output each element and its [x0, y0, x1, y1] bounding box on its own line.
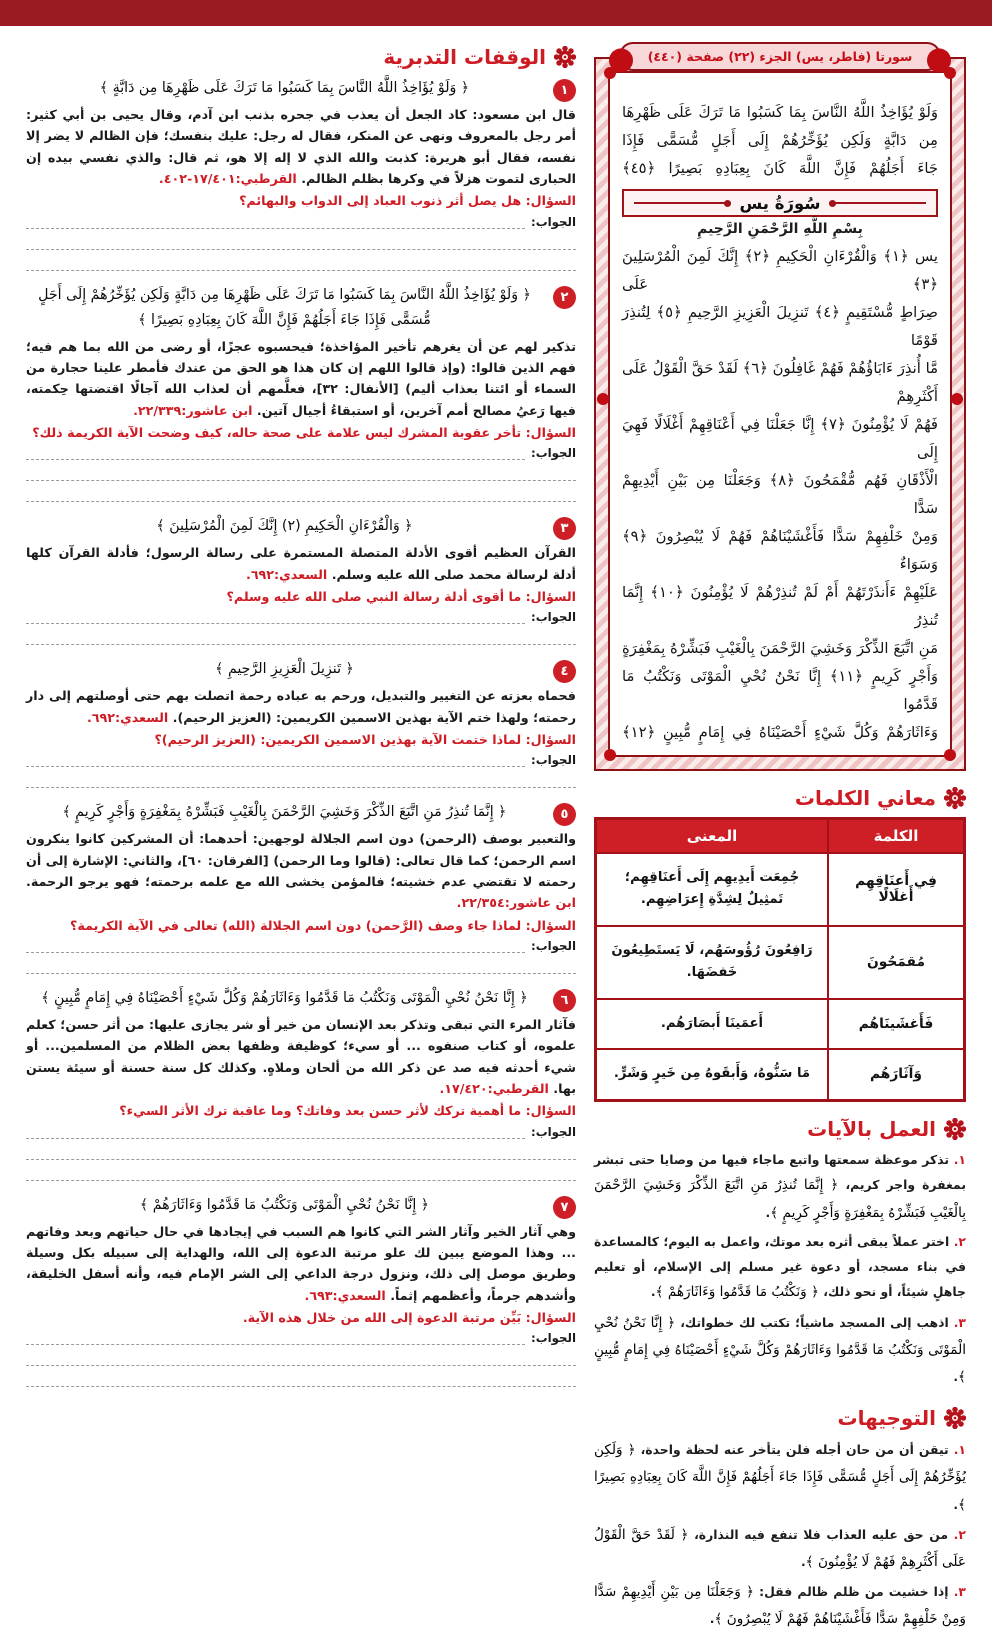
stop-commentary: القرآن العظيم أقوى الأدلة المتصلة المستمرة على رسالة الرسول؛ فأدلة القرآن كلها أدلة لرسالة محمد صلى الله عليه وسلم.	[26, 545, 576, 582]
quran-line: وَلَوْ يُؤَاخِذُ اللَّهُ النَّاسَ بِمَا كَسَبُوا مَا تَرَكَ عَلَى ظَهْرِهَا	[622, 104, 938, 121]
table-header-row	[596, 819, 965, 854]
answer-row	[26, 1125, 576, 1139]
right-column	[594, 42, 966, 1637]
answer-line	[26, 216, 525, 229]
item-number: ٣.	[953, 1584, 966, 1600]
meaning-cell: أَعمَينَا أَبصَارَهُم.	[596, 999, 828, 1049]
stop-item	[26, 76, 576, 271]
item-quote: ﴿ وَجَعَلْنَا مِن بَيْنِ أَيْدِيهِمْ سَدًّا وَمِنْ خَلْفِهِمْ سَدًّا فَأَغْشَيْنَاهُمْ فَهُمْ لَا يُبْصِرُونَ ﴾	[594, 1584, 966, 1628]
stop-source: السعدي:٦٩٢.	[245, 566, 328, 582]
answer-row	[26, 1331, 576, 1345]
answer-line	[26, 447, 525, 460]
stop-quote: ﴿ وَلَوْ يُؤَاخِذُ اللَّهُ النَّاسَ بِمَا كَسَبُوا مَا تَرَكَ عَلَى ظَهْرِهَا مِن دَابَّةٍ وَلَكِن يُؤَخِّرُهُمْ إِلَى أَجَلٍ مُّسَمًّى فَإِذَا جَاءَ أَجَلُهُمْ فَإِنَّ اللَّهَ كَانَ بِعِبَادِهِ بَصِيرًا ﴾	[38, 286, 531, 329]
stop-body	[26, 828, 576, 913]
section-header-stops	[26, 46, 576, 68]
word-cell: وَآثَارَهُم	[828, 1049, 965, 1100]
stop-body	[26, 104, 576, 189]
answer-line	[26, 1345, 576, 1366]
answer-line	[26, 1160, 576, 1181]
table-row	[596, 999, 965, 1049]
action-item	[594, 1230, 966, 1307]
banner-ornament-line	[829, 202, 926, 204]
stop-body	[26, 1014, 576, 1099]
quran-line: مَّا أُنذِرَ ءَابَاؤُهُمْ فَهُمْ غَافِلُونَ ﴿٦﴾ لَقَدْ حَقَّ الْقَوْلُ عَلَى أَكْثَرِهِمْ	[622, 360, 939, 405]
left-column	[26, 42, 576, 1637]
section-header-word-meanings	[594, 787, 966, 809]
stop-question: السؤال: لماذا ختمت الآية بهذين الاسمين الكريمين: (العزيز الرحيم)؟	[154, 732, 576, 747]
stop-source: السعدي:٦٩٢.	[86, 709, 169, 725]
frame-ornament-dot	[597, 393, 609, 405]
quran-line: فَهُمْ لَا يُؤْمِنُونَ ﴿٧﴾ إِنَّا جَعَلْنَا فِي أَعْنَاقِهِمْ أَغْلَالًا فَهِيَ إِلَى	[622, 416, 938, 461]
top-bar	[0, 0, 992, 26]
banner-ornament-line	[634, 202, 731, 204]
stop-number-badge: ٥	[553, 803, 576, 826]
answer-line	[26, 953, 576, 974]
item-text: تيقن أن من حان أجله فلن يتأخر عنه لحظة واحدة،	[640, 1442, 949, 1458]
stop-quote: ﴿ وَلَوْ يُؤَاخِذُ اللَّهُ النَّاسَ بِمَا كَسَبُوا مَا تَرَكَ عَلَى ظَهْرِهَا مِن دَابَّةٍ ﴾	[99, 80, 470, 96]
stop-commentary: فحماه بعزته عن التغيير والتبديل، ورحم به عباده رحمة اتصلت بهم حتى أوصلتهم إلى دار رحمته؛ ولهذا ختم الآية بهذين الاسمين الكريمين: (العزيز الرحيم).	[26, 688, 576, 725]
mushaf-page-header-label: سورتا (فاطر، يس) الجزء (٢٢) صفحة (٤٤٠)	[647, 49, 913, 64]
action-item	[594, 1148, 966, 1227]
quran-line: صِرَاطٍ مُّسْتَقِيمٍ ﴿٤﴾ تَنزِيلَ الْعَزِيزِ الرَّحِيمِ ﴿٥﴾ لِتُنذِرَ قَوْمًا	[622, 304, 938, 349]
quran-line: وَمِنْ خَلْفِهِمْ سَدًّا فَأَغْشَيْنَاهُمْ فَهُمْ لَا يُبْصِرُونَ ﴿٩﴾ وَسَوَاءٌ	[622, 528, 938, 573]
item-tail: .	[650, 1284, 656, 1300]
stop-source: ابن عاشور:٢٢/٣٣٩.	[133, 402, 253, 418]
stop-commentary: فآثار المرء التي تبقى وتذكر بعد الإنسان من خير أو شر يجازى عليها: من أثر حسن؛ كعلم علموه، أو كتاب صنفوه ... أو سيء؛ كوظيفة وظفها بعض الظلام من المسلمين... أو شيء أحدثه فيه صد عن ذكر الله من ألحان وملاهٍ. وكذلك كل سنة حسنة أو سيئة يستن بها.	[26, 1016, 576, 1096]
answer-line	[26, 1126, 525, 1139]
stop-question: السؤال: ما أهمية تركك لأثر حسن بعد وفاتك؟ وما عاقبة ترك الأثر السيء؟	[119, 1103, 576, 1119]
stop-head	[26, 76, 576, 102]
answer-label: الجواب:	[531, 1331, 576, 1346]
meaning-cell: مَا سَنُّوهُ، وَأَبقَوهُ مِن خَيرٍ وَشَرٍّ.	[596, 1049, 828, 1100]
item-tail: .	[765, 1204, 771, 1220]
item-number: ١.	[953, 1442, 966, 1458]
answer-label: الجواب:	[531, 446, 576, 461]
item-tail: .	[800, 1553, 806, 1569]
item-quote: ﴿ لَقَدْ حَقَّ الْقَوْلُ عَلَى أَكْثَرِهِمْ فَهُمْ لَا يُؤْمِنُونَ ﴾	[594, 1526, 966, 1570]
stop-question: السؤال: لماذا جاء وصف (الرَّحمن) دون اسم الجلالة (الله) تعالى في الآية الكريمة؟	[70, 917, 576, 933]
stop-number-badge: ١	[553, 79, 576, 102]
answer-label: الجواب:	[531, 753, 576, 768]
quran-line: وَءَاثَارَهُمْ وَكُلَّ شَيْءٍ أَحْصَيْنَاهُ فِي إِمَامٍ مُّبِينٍ ﴿١٢﴾	[622, 724, 938, 741]
answer-line	[26, 940, 525, 953]
answer-line	[26, 1366, 576, 1387]
frame-ornament-dot	[944, 749, 956, 761]
stop-commentary: قال ابن مسعود: كاد الجعل أن يعذب في جحره بذنب ابن آدم، وقال يحيى بن أبي كثير: أمر رجل بالمعروف ونهى عن المنكر، فقال له رجل: عليك بنفسك؛ فإن الظالم لا يضر إلا نفسه، فقال أبو هريرة: كذبت والله الذي لا إله إلا هو، ثم قال: والذي نفسي بيده إن الحبارى لتموت هزلاً في وكرها بظلم الظالم.	[26, 107, 576, 186]
stop-body	[26, 1221, 576, 1306]
section-rosette-icon	[944, 1118, 966, 1140]
section-header-directives	[594, 1407, 966, 1429]
answer-row	[26, 610, 576, 624]
answer-line	[26, 611, 525, 624]
answer-row	[26, 939, 576, 953]
item-quote: ﴿ إِنَّمَا تُنذِرُ مَنِ اتَّبَعَ الذِّكْرَ وَخَشِيَ الرَّحْمَنَ بِالْغَيْبِ فَبَشِّرْهُ بِمَغْفِرَةٍ وَأَجْرٍ كَرِيمٍ ﴾	[594, 1177, 966, 1221]
stop-quote: ﴿ تَنزِيلَ الْعَزِيزِ الرَّحِيمِ ﴾	[215, 661, 354, 678]
meaning-cell: رَافِعُونَ رُؤُوسَهُم، لَا يَستَطِيعُونَ خَفضَهَا.	[596, 926, 828, 999]
quran-line: مِن دَابَّةٍ وَلَكِن يُؤَخِّرُهُمْ إِلَى أَجَلٍ مُّسَمًّى فَإِذَا	[622, 132, 938, 149]
item-text: من حق عليه العذاب فلا تنفع فيه النذارة،	[694, 1526, 949, 1542]
stop-number-badge: ٣	[553, 517, 576, 540]
surah-banner	[622, 189, 938, 217]
word-cell: فَأَغشَينَاهُم	[828, 999, 965, 1049]
frame-ornament-dot	[604, 749, 616, 761]
item-quote: ﴿ وَلَكِن يُؤَخِّرُهُمْ إِلَى أَجَلٍ مُّسَمًّى فَإِذَا جَاءَ أَجَلُهُمْ فَإِنَّ اللَّهَ كَانَ بِعِبَادِهِ بَصِيرًا ﴾	[594, 1442, 966, 1513]
stop-item	[26, 800, 576, 974]
word-cell: فِي أَعنَاقِهِم أَغلَالًا	[828, 853, 965, 926]
stop-source: القرطبي:١٧/٤٢٠.	[439, 1080, 549, 1096]
directive-item	[594, 1522, 966, 1576]
mushaf-page	[608, 71, 952, 757]
stop-source: القرطبي:١٧/٤٠١-٤٠٢.	[158, 170, 297, 186]
stop-head	[26, 1193, 576, 1219]
basmala: بِسْمِ اللَّهِ الرَّحْمَنِ الرَّحِيمِ	[697, 221, 863, 237]
section-rosette-icon	[944, 1407, 966, 1429]
item-tail: .	[953, 1369, 959, 1384]
stop-item	[26, 514, 576, 645]
stop-commentary: تذكير لهم عن أن يغرهم تأخير المؤاخذة؛ فيحسبوه عجزًا، أو رضى من الله بما هم فيه؛ فهم الذين قالوا: (وإذ قالوا اللهم إن كان هذا هو الحق من عندك فأمطر علينا حجارة من السماء أو ائتنا بعذاب أليم) [الأنفال: ٣٢]، فعلَّمهم أن لعذاب الله آجالًا اقتضتها حِكمته، فيها رَعيُ مصالح أمم آخرين، أو استبقاءُ أجيال آتين.	[26, 338, 576, 418]
table-row	[596, 853, 965, 926]
page-content	[0, 26, 992, 1637]
item-text: اختر عملاً يبقى أثره بعد موتك، واعمل به اليوم؛ كالمساعدة في بناء مسجد، أو دعوة غير مسلم إلى الإسلام، أو تعليم جاهلٍ شيئاً، أو نحو ذلك،	[594, 1233, 966, 1300]
stop-body	[26, 336, 576, 421]
stop-number-badge: ٢	[553, 286, 576, 309]
item-text: تذكر موعظة سمعتها واتبع ماجاء فيها من وصايا حتى تبشر بمغفرة واجر كريم،	[594, 1151, 966, 1193]
action-item	[594, 1310, 966, 1392]
stop-quote: ﴿ وَالْقُرْءَانِ الْحَكِيمِ (٢) إِنَّكَ لَمِنَ الْمُرْسَلِينَ ﴾	[156, 518, 413, 535]
stop-number-badge: ٧	[553, 1196, 576, 1219]
stop-source: ابن عاشور:٢٢/٣٥٤.	[456, 895, 576, 911]
item-quote: ﴿ وَنَكْتُبُ مَا قَدَّمُوا وَءَاثَارَهُمْ ﴾	[655, 1284, 819, 1301]
answer-label: الجواب:	[531, 938, 576, 953]
stop-number-badge: ٦	[553, 989, 576, 1012]
stop-item	[26, 657, 576, 788]
table-row	[596, 926, 965, 999]
stop-head	[26, 800, 576, 826]
quran-line: يس ﴿١﴾ وَالْقُرْءَانِ الْحَكِيمِ ﴿٢﴾ إِنَّكَ لَمِنَ الْمُرْسَلِينَ ﴿٣﴾ عَلَى	[622, 248, 938, 293]
section-title: العمل بالآيات	[807, 1116, 936, 1141]
stop-quote: ﴿ إِنَّا نَحْنُ نُحْيِ الْمَوْتَى وَنَكْتُبُ مَا قَدَّمُوا وَءَاثَارَهُمْ وَكُلَّ شَيْءٍ أَحْصَيْنَاهُ فِي إِمَامٍ مُّبِينٍ ﴾	[41, 989, 528, 1006]
stop-source: السعدي:٦٩٣.	[304, 1287, 386, 1303]
answer-line	[26, 250, 576, 271]
quran-line: جَاءَ أَجَلُهُمْ فَإِنَّ اللَّهَ كَانَ بِعِبَادِهِ بَصِيرًا ﴿٤٥﴾	[622, 160, 938, 177]
item-text: إذا خشيت من ظلم ظالم فقل:	[759, 1584, 949, 1600]
column-header-meaning: المعنى	[596, 819, 828, 854]
answer-line	[26, 460, 576, 481]
badge-dot-left-icon	[609, 48, 633, 72]
answer-line	[26, 624, 576, 645]
quran-line: عَلَيْهِمْ ءَأَنذَرْتَهُمْ أَمْ لَمْ تُنذِرْهُمْ لَا يُؤْمِنُونَ ﴿١٠﴾ إِنَّمَا تُنذِرُ	[622, 584, 938, 629]
directive-item	[594, 1437, 966, 1519]
item-number: ١.	[953, 1151, 966, 1167]
section-rosette-icon	[944, 787, 966, 809]
stop-body	[26, 685, 576, 728]
section-title: الوقفات التدبرية	[383, 45, 546, 69]
stop-head	[26, 657, 576, 683]
stop-item	[26, 986, 576, 1181]
item-quote: ﴿ إِنَّا نَحْنُ نُحْيِ الْمَوْتَى وَنَكْتُبُ مَا قَدَّمُوا وَءَاثَارَهُمْ وَكُلَّ شَيْءٍ أَحْصَيْنَاهُ فِي إِمَامٍ مُّبِينٍ ﴾	[594, 1314, 966, 1385]
stop-head	[26, 514, 576, 540]
item-tail: .	[709, 1611, 715, 1627]
mushaf-page-header-badge	[619, 42, 941, 71]
answer-row	[26, 215, 576, 229]
surah-title: سُورَةُ يس	[739, 193, 821, 213]
answer-label: الجواب:	[531, 214, 576, 229]
stop-question: السؤال: تأخر عقوبة المشرك ليس علامة على صحة حاله، كيف وضحت الآية الكريمة ذلك؟	[32, 425, 576, 441]
quran-line: مَنِ اتَّبَعَ الذِّكْرَ وَخَشِيَ الرَّحْمَنَ بِالْغَيْبِ فَبَشِّرْهُ بِمَغْفِرَةٍ	[622, 640, 938, 657]
item-number: ٢.	[953, 1233, 966, 1249]
stop-item	[26, 1193, 576, 1388]
badge-dot-right-icon	[927, 48, 951, 72]
item-text: اذهب إلى المسجد ماشياً؛ تكتب لك خطواتك،	[680, 1314, 949, 1330]
directive-item	[594, 1579, 966, 1633]
stop-head	[26, 986, 576, 1012]
quran-line: الْأَذْقَانِ فَهُم مُّقْمَحُونَ ﴿٨﴾ وَجَعَلْنَا مِن بَيْنِ أَيْدِيهِمْ سَدًّا	[622, 472, 939, 517]
stop-question: السؤال: هل يصل أثر ذنوب العباد إلى الدواب والبهائم؟	[239, 193, 576, 209]
stop-body	[26, 542, 576, 585]
answer-row	[26, 446, 576, 460]
stop-item	[26, 283, 576, 503]
stop-head	[26, 283, 576, 334]
stop-commentary: وهي آثار الخير وآثار الشر التي كانوا هم السبب في إيجادها في حال حياتهم وبعد وفاتهم ... وهذا الموضع يبين لك علو مرتبة الدعوة إلى الله، والهداية إلى سبيله بكل وسيلة وطريق موصل إلى ذلك، ونزول درجة الداعي إلى الشر الإمام فيه، وأنه أسفل الخليقة، وأشدهم جرماً، وأعظمهم إثماً.	[26, 1223, 576, 1303]
section-title: معاني الكلمات	[794, 786, 936, 810]
meaning-cell: جُمِعَت أَيدِيهِم إِلَى أَعنَاقِهِم؛ تَمثِيلٌ لِشِدَّةِ إِعرَاضِهِم.	[596, 853, 828, 926]
frame-ornament-dot	[951, 393, 963, 405]
answer-line	[26, 229, 576, 250]
answer-line	[26, 767, 576, 788]
item-number: ٣.	[953, 1314, 966, 1330]
stop-question: السؤال: بَيِّن مرتبة الدعوة إلى الله من خلال هذه الآية.	[242, 1309, 576, 1325]
answer-line	[26, 481, 576, 502]
answer-label: الجواب:	[531, 610, 576, 625]
answer-line	[26, 1332, 525, 1345]
table-row	[596, 1049, 965, 1100]
column-header-word: الكلمة	[828, 819, 965, 854]
stop-quote: ﴿ إِنَّمَا تُنذِرُ مَنِ اتَّبَعَ الذِّكْرَ وَخَشِيَ الرَّحْمَنَ بِالْغَيْبِ فَبَشِّرْهُ بِمَغْفِرَةٍ وَأَجْرٍ كَرِيمٍ ﴾	[62, 804, 507, 821]
answer-line	[26, 754, 525, 767]
stop-question: السؤال: ما أقوى أدلة رسالة النبي صلى الله عليه وسلم؟	[226, 589, 576, 605]
answer-line	[26, 1139, 576, 1160]
item-tail: .	[953, 1496, 959, 1512]
word-cell: مُقمَحُونَ	[828, 926, 965, 999]
section-rosette-icon	[554, 46, 576, 68]
stop-commentary: والتعبير بوصف (الرحمن) دون اسم الجلالة لوجهين: أحدهما: أن المشركين كانوا ينكرون اسم الرحمن؛ كما قال تعالى: (قالوا وما الرحمن) [الفرقان: ٦٠]، والثاني: الإشارة إلى أن رحمته لا تقتضي عدم خشيته؛ فالمؤمن يخشى الله مع علمه برحمته؛ فهو يرجو الرحمة.	[26, 831, 576, 889]
mushaf-frame	[594, 57, 966, 771]
stop-quote: ﴿ إِنَّا نَحْنُ نُحْيِ الْمَوْتَى وَنَكْتُبُ مَا قَدَّمُوا وَءَاثَارَهُمْ ﴾	[139, 1196, 430, 1213]
word-meanings-table	[594, 817, 966, 1102]
section-header-actions	[594, 1118, 966, 1140]
quran-line: وَأَجْرٍ كَرِيمٍ ﴿١١﴾ إِنَّا نَحْنُ نُحْيِ الْمَوْتَى وَنَكْتُبُ مَا قَدَّمُوا	[622, 668, 938, 713]
section-title: التوجيهات	[837, 1406, 936, 1431]
item-number: ٢.	[953, 1526, 966, 1542]
answer-label: الجواب:	[531, 1124, 576, 1139]
stop-number-badge: ٤	[553, 660, 576, 683]
answer-row	[26, 753, 576, 767]
